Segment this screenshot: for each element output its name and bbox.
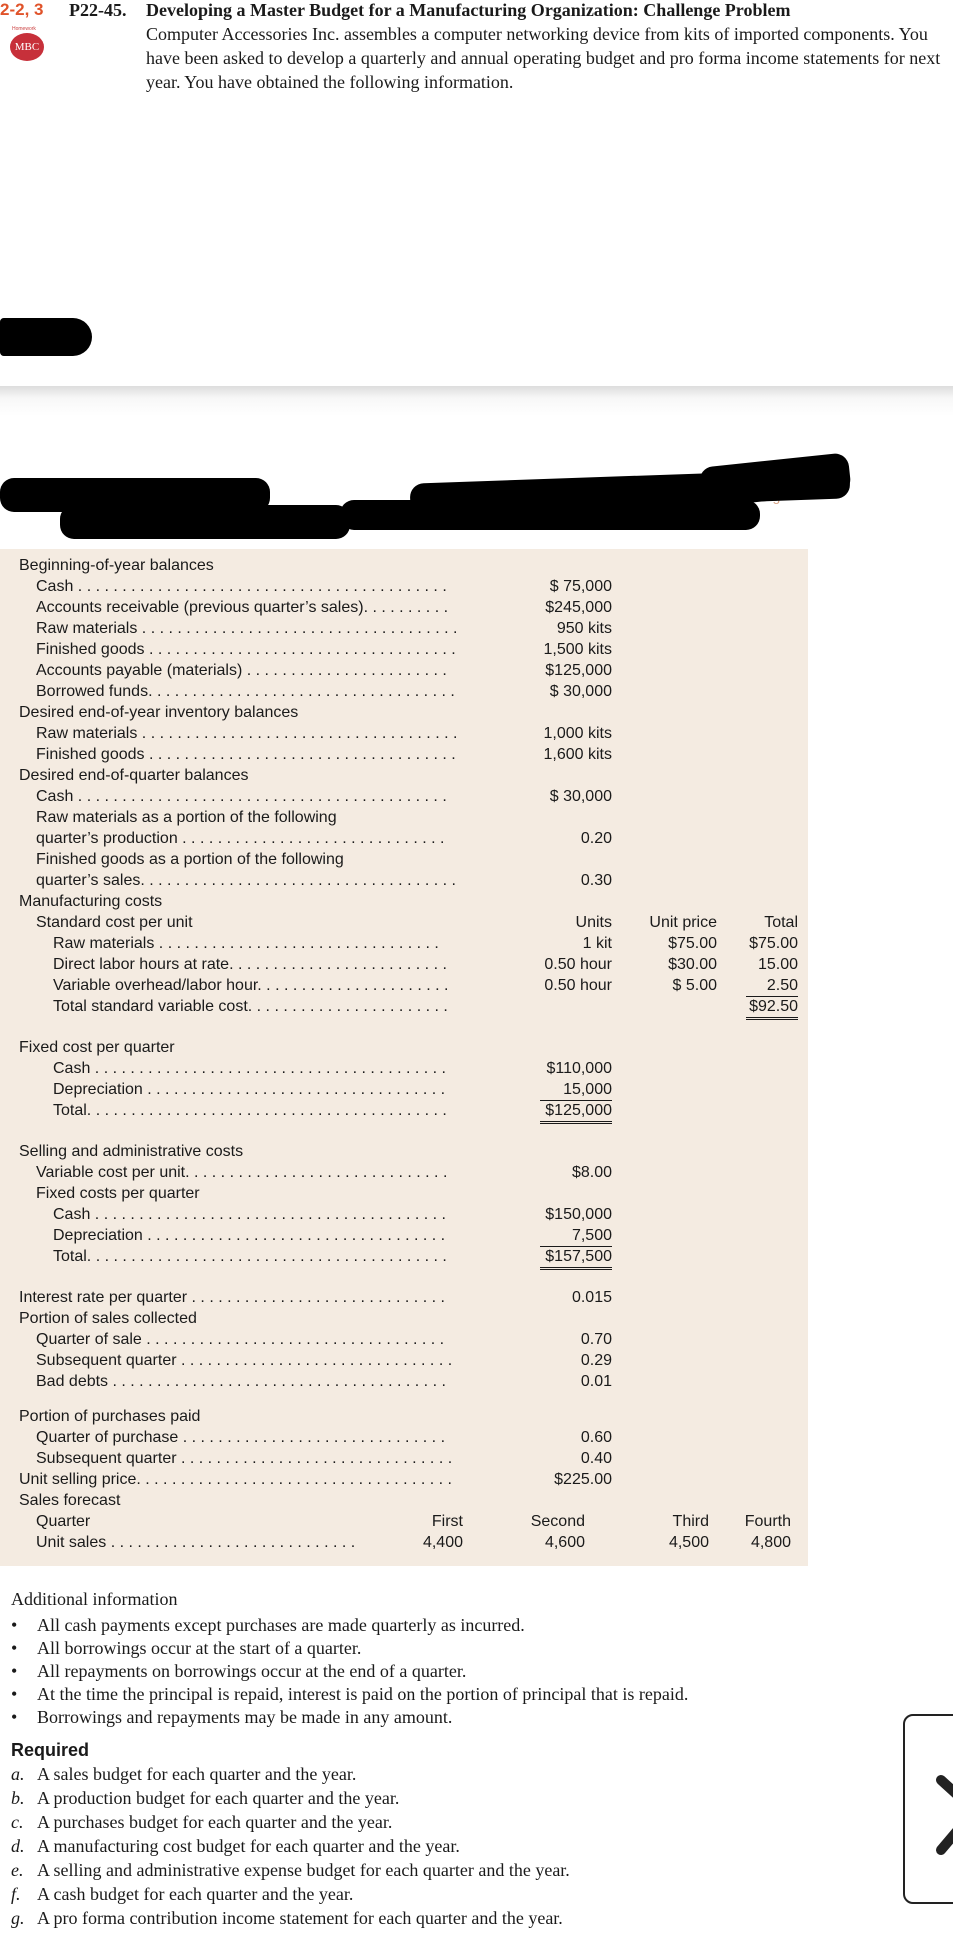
- additional-info-heading: Additional information: [11, 1589, 178, 1609]
- row-value-v1: 0.29: [580, 1352, 612, 1369]
- required-item: [11, 1835, 460, 1858]
- row-value-v1: $125,000: [540, 1100, 612, 1124]
- row-value-v1: 0.01: [580, 1373, 612, 1390]
- row-value-v1: 1,600 kits: [543, 746, 612, 763]
- row-label: Portion of sales collected: [19, 1310, 197, 1327]
- bullet-icon: •: [11, 1707, 18, 1727]
- row-value-v2: Unit price: [649, 914, 717, 931]
- row-value-v1: $110,000: [546, 1060, 612, 1077]
- budget-row: [0, 1427, 808, 1448]
- row-label: quarter’s production . . . . . . . . . . . . . . . . . . . . . . . . . . . . . .: [36, 830, 445, 847]
- required-item-text: A manufacturing cost budget for each quarter and the year.: [37, 1836, 460, 1856]
- row-value-v1: $245,000: [545, 599, 612, 616]
- row-value-v1: 0.60: [580, 1429, 612, 1446]
- redaction-scribble: [340, 500, 760, 530]
- budget-row: [0, 618, 808, 639]
- row-label: Cash . . . . . . . . . . . . . . . . . . . . . . . . . . . . . . . . . . . . . . . .: [53, 1060, 446, 1077]
- row-label: Sales forecast: [19, 1492, 121, 1509]
- required-item-text: A cash budget for each quarter and the year.: [37, 1884, 354, 1904]
- row-label: Variable overhead/labor hour. . . . . . . . . . . . . . . . . . . . . .: [53, 977, 449, 994]
- forecast-cell: First: [431, 1513, 463, 1530]
- chevron-icon: [905, 1716, 953, 1902]
- budget-row: [0, 555, 808, 576]
- required-heading: Required: [11, 1740, 90, 1760]
- row-value-v1: 0.40: [580, 1450, 612, 1467]
- bullet-icon: •: [11, 1684, 18, 1704]
- row-label: Standard cost per unit: [36, 914, 193, 931]
- budget-row: [0, 681, 808, 702]
- row-value-v1: 0.50 hour: [544, 977, 612, 994]
- row-label: Raw materials . . . . . . . . . . . . . . . . . . . . . . . . . . . . . . . . . . . .: [36, 725, 458, 742]
- additional-info-item: [11, 1660, 466, 1683]
- row-label: Quarter of sale . . . . . . . . . . . . . . . . . . . . . . . . . . . . . . . . . .: [36, 1331, 445, 1348]
- required-item: [11, 1811, 392, 1834]
- required-item-text: A purchases budget for each quarter and the year.: [37, 1812, 393, 1832]
- row-value-v1: $ 75,000: [549, 578, 612, 595]
- row-label: Desired end-of-quarter balances: [19, 767, 249, 784]
- row-value-v1: $ 30,000: [549, 683, 612, 700]
- budget-row: [0, 1204, 808, 1225]
- row-value-v1: 950 kits: [556, 620, 612, 637]
- budget-row: [0, 576, 808, 597]
- additional-info-text: All repayments on borrowings occur at the end of a quarter.: [37, 1661, 467, 1681]
- additional-info-text: At the time the principal is repaid, interest is paid on the portion of principal that is repaid.: [37, 1684, 689, 1704]
- row-label: Quarter: [36, 1513, 91, 1530]
- row-label: Depreciation . . . . . . . . . . . . . . . . . . . . . . . . . . . . . . . . . .: [53, 1227, 446, 1244]
- forecast-quarter-row: [0, 1511, 808, 1532]
- required-item-text: A selling and administrative expense budget for each quarter and the year.: [37, 1860, 570, 1880]
- budget-row: [0, 1469, 808, 1490]
- row-value-v3: $75.00: [749, 935, 798, 952]
- row-value-v3: $92.50: [746, 996, 798, 1020]
- budget-row: [0, 1058, 808, 1079]
- forecast-cell: Second: [530, 1513, 585, 1530]
- row-label: Total. . . . . . . . . . . . . . . . . . . . . . . . . . . . . . . . . . . . . . . . .: [53, 1248, 447, 1265]
- budget-row: [0, 1448, 808, 1469]
- budget-row: [0, 849, 808, 870]
- row-value-v1: 0.015: [571, 1289, 612, 1306]
- row-label: Depreciation . . . . . . . . . . . . . . . . . . . . . . . . . . . . . . . . . .: [53, 1081, 446, 1098]
- budget-row: [0, 912, 808, 933]
- row-value-v2: $ 5.00: [672, 977, 717, 994]
- budget-row: [0, 1100, 808, 1121]
- budget-row: [0, 597, 808, 618]
- budget-row: [0, 807, 808, 828]
- row-label: Accounts receivable (previous quarter’s sales). . . . . . . . . .: [36, 599, 449, 616]
- budget-row: [0, 1141, 808, 1162]
- bullet-icon: •: [11, 1638, 18, 1658]
- row-value-v3: 15.00: [757, 956, 798, 973]
- budget-row: [0, 1225, 808, 1246]
- row-value-v1: $225.00: [554, 1471, 612, 1488]
- row-value-v1: 1,500 kits: [543, 641, 612, 658]
- required-item-letter: f.: [11, 1884, 21, 1904]
- budget-row: [0, 1079, 808, 1100]
- mbc-badge: MBC: [10, 33, 44, 61]
- budget-row: [0, 975, 808, 996]
- row-label: Fixed cost per quarter: [19, 1039, 175, 1056]
- budget-row: [0, 891, 808, 912]
- required-item: [11, 1787, 399, 1810]
- budget-row: [0, 702, 808, 723]
- row-label: Finished goods as a portion of the following: [36, 851, 344, 868]
- forecast-units-row: [0, 1532, 808, 1553]
- required-item: [11, 1763, 356, 1786]
- redaction-scribble: [60, 505, 350, 539]
- budget-row: [0, 660, 808, 681]
- budget-row: [0, 786, 808, 807]
- budget-row: [0, 723, 808, 744]
- budget-row: [0, 1308, 808, 1329]
- budget-row: [0, 1246, 808, 1267]
- row-value-v1: $ 30,000: [549, 788, 612, 805]
- forecast-cell: Fourth: [744, 1513, 791, 1530]
- bullet-icon: •: [11, 1661, 18, 1681]
- forecast-cell: 4,400: [422, 1534, 463, 1551]
- row-value-v2: $75.00: [668, 935, 717, 952]
- required-item-letter: a.: [11, 1764, 25, 1784]
- row-label: quarter’s sales. . . . . . . . . . . . . . . . . . . . . . . . . . . . . . . . . . . .: [36, 872, 456, 889]
- budget-row: [0, 1371, 808, 1392]
- row-value-v1: $157,500: [540, 1246, 612, 1270]
- required-item-letter: c.: [11, 1812, 24, 1832]
- bullet-icon: •: [11, 1615, 18, 1635]
- row-value-v2: $30.00: [668, 956, 717, 973]
- budget-row: [0, 933, 808, 954]
- row-value-v1: $125,000: [545, 662, 612, 679]
- required-item-text: A pro forma contribution income statement for each quarter and the year.: [37, 1908, 563, 1928]
- additional-info-item: [11, 1637, 361, 1660]
- row-value-v1: 0.20: [580, 830, 612, 847]
- row-label: Accounts payable (materials) . . . . . . . . . . . . . . . . . . . . . . .: [36, 662, 447, 679]
- required-item-letter: d.: [11, 1836, 25, 1856]
- row-label: Cash . . . . . . . . . . . . . . . . . . . . . . . . . . . . . . . . . . . . . . . . . .: [36, 788, 447, 805]
- required-item-letter: g.: [11, 1908, 25, 1928]
- budget-row: [0, 1287, 808, 1308]
- additional-info-item: [11, 1614, 525, 1637]
- row-label: Desired end-of-year inventory balances: [19, 704, 299, 721]
- problem-number: P22-45.: [69, 0, 127, 20]
- row-label: Raw materials . . . . . . . . . . . . . . . . . . . . . . . . . . . . . . . . . . . .: [36, 620, 458, 637]
- row-value-v1: $150,000: [545, 1206, 612, 1223]
- row-label: Interest rate per quarter . . . . . . . . . . . . . . . . . . . . . . . . . . . . .: [19, 1289, 445, 1306]
- row-label: Cash . . . . . . . . . . . . . . . . . . . . . . . . . . . . . . . . . . . . . . . .: [53, 1206, 446, 1223]
- problem-title: Developing a Master Budget for a Manufacturing Organization: Challenge Problem: [146, 0, 791, 20]
- budget-row: [0, 1490, 808, 1511]
- row-label: Raw materials . . . . . . . . . . . . . . . . . . . . . . . . . . . . . . . .: [53, 935, 439, 952]
- row-label: Bad debts . . . . . . . . . . . . . . . . . . . . . . . . . . . . . . . . . . . . . .: [36, 1373, 446, 1390]
- forecast-cell: 4,800: [750, 1534, 791, 1551]
- budget-row: [0, 1162, 808, 1183]
- row-value-v1: 15,000: [540, 1079, 612, 1101]
- additional-info-text: Borrowings and repayments may be made in any amount.: [37, 1707, 453, 1727]
- redaction-scribble: [0, 318, 92, 356]
- row-value-v1: 0.70: [580, 1331, 612, 1348]
- required-item-letter: e.: [11, 1860, 24, 1880]
- additional-info-text: All cash payments except purchases are made quarterly as incurred.: [37, 1615, 525, 1635]
- additional-info-item: [11, 1706, 452, 1729]
- budget-row: [0, 996, 808, 1017]
- row-label: Beginning-of-year balances: [19, 557, 214, 574]
- budget-row: [0, 870, 808, 891]
- row-label: Raw materials as a portion of the following: [36, 809, 337, 826]
- row-label: Finished goods . . . . . . . . . . . . . . . . . . . . . . . . . . . . . . . . . . .: [36, 641, 456, 658]
- row-value-v1: 1 kit: [582, 935, 612, 952]
- required-item: [11, 1907, 563, 1930]
- budget-row: [0, 1183, 808, 1204]
- redaction-scribble: [698, 452, 851, 507]
- additional-info-text: All borrowings occur at the start of a quarter.: [37, 1638, 362, 1658]
- required-item: [11, 1883, 353, 1906]
- budget-row: [0, 765, 808, 786]
- row-value-v3: Total: [764, 914, 798, 931]
- row-label: Cash . . . . . . . . . . . . . . . . . . . . . . . . . . . . . . . . . . . . . . . . . .: [36, 578, 447, 595]
- row-label: Subsequent quarter . . . . . . . . . . . . . . . . . . . . . . . . . . . . . . .: [36, 1352, 453, 1369]
- budget-row: [0, 954, 808, 975]
- row-label: Portion of purchases paid: [19, 1408, 201, 1425]
- budget-row: [0, 744, 808, 765]
- homework-label: Homework: [12, 26, 36, 32]
- row-value-v1: 0.30: [580, 872, 612, 889]
- row-value-v1: 7,500: [540, 1225, 612, 1247]
- row-value-v1: 0.50 hour: [544, 956, 612, 973]
- row-label: Fixed costs per quarter: [36, 1185, 200, 1202]
- row-value-v1: 1,000 kits: [543, 725, 612, 742]
- budget-row: [0, 639, 808, 660]
- problem-intro: Computer Accessories Inc. assembles a computer networking device from kits of imported components. You have been asked to develop a quarterly and annual operating budget and pro forma income statements for next year. You have obtained the following information.: [146, 24, 941, 92]
- required-item-text: A production budget for each quarter and the year.: [37, 1788, 400, 1808]
- budget-row: [0, 1406, 808, 1427]
- row-label: Unit sales . . . . . . . . . . . . . . . . . . . . . . . . . . . .: [36, 1534, 356, 1551]
- forecast-cell: 4,500: [668, 1534, 709, 1551]
- required-item-text: A sales budget for each quarter and the year.: [37, 1764, 357, 1784]
- row-value-v3: 2.50: [746, 975, 798, 997]
- budget-row: [0, 828, 808, 849]
- budget-data-panel: [0, 549, 808, 1566]
- row-label: Total standard variable cost. . . . . . . . . . . . . . . . . . . . . . .: [53, 998, 448, 1015]
- row-value-v1: $8.00: [571, 1164, 612, 1181]
- row-value-v1: Units: [575, 914, 612, 931]
- row-label: Total. . . . . . . . . . . . . . . . . . . . . . . . . . . . . . . . . . . . . . . . .: [53, 1102, 447, 1119]
- row-label: Subsequent quarter . . . . . . . . . . . . . . . . . . . . . . . . . . . . . . .: [36, 1450, 453, 1467]
- row-label: Manufacturing costs: [19, 893, 163, 910]
- row-label: Direct labor hours at rate. . . . . . . . . . . . . . . . . . . . . . . . .: [53, 956, 447, 973]
- budget-row: [0, 1329, 808, 1350]
- learning-objective-label: 2-2, 3: [0, 0, 44, 19]
- budget-row: [0, 1350, 808, 1371]
- forecast-cell: Third: [672, 1513, 709, 1530]
- row-label: Selling and administrative costs: [19, 1143, 244, 1160]
- row-label: Quarter of purchase . . . . . . . . . . . . . . . . . . . . . . . . . . . . . .: [36, 1429, 446, 1446]
- page-divider: [0, 386, 953, 416]
- forecast-cell: 4,600: [544, 1534, 585, 1551]
- required-item: [11, 1859, 570, 1882]
- budget-row: [0, 1037, 808, 1058]
- edge-panel[interactable]: [903, 1714, 953, 1904]
- row-label: Finished goods . . . . . . . . . . . . . . . . . . . . . . . . . . . . . . . . . . .: [36, 746, 456, 763]
- row-label: Unit selling price. . . . . . . . . . . . . . . . . . . . . . . . . . . . . . . . . . . .: [19, 1471, 452, 1488]
- row-label: Variable cost per unit. . . . . . . . . . . . . . . . . . . . . . . . . . . . . .: [36, 1164, 448, 1181]
- row-label: Borrowed funds. . . . . . . . . . . . . . . . . . . . . . . . . . . . . . . . . . .: [36, 683, 455, 700]
- additional-info-item: [11, 1683, 688, 1706]
- required-item-letter: b.: [11, 1788, 25, 1808]
